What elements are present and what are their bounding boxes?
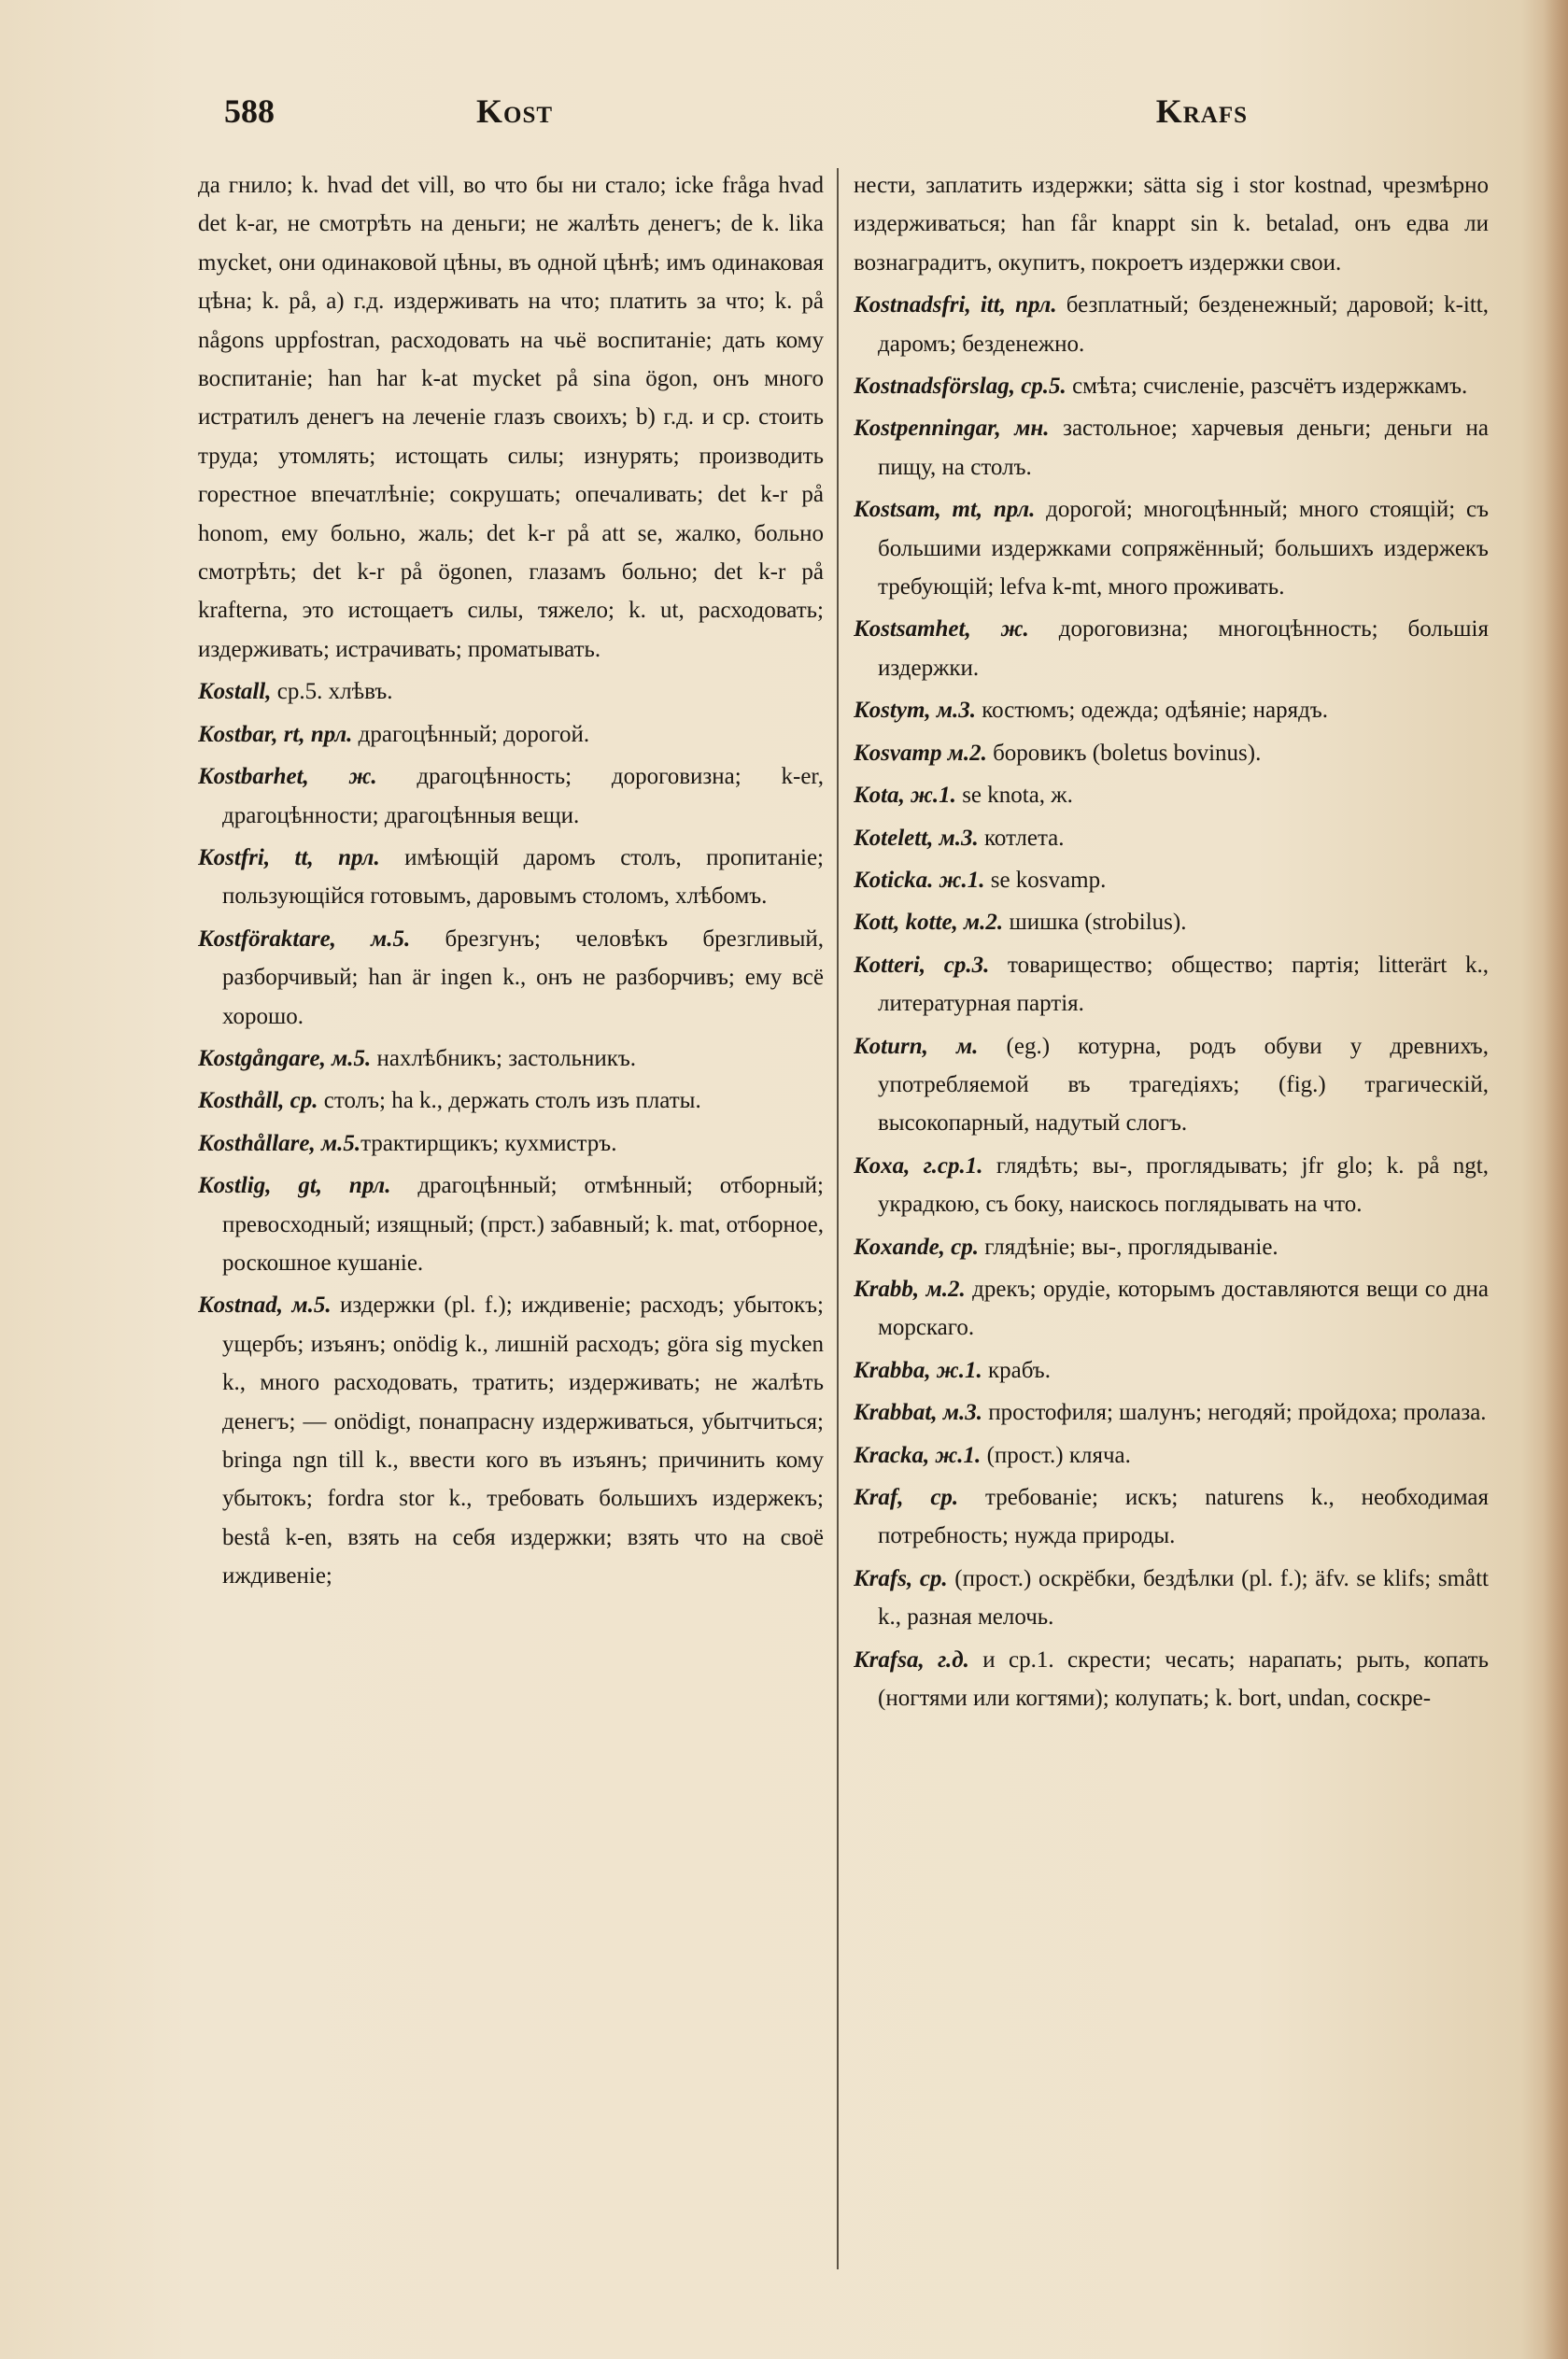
entry-definition: столъ; ha k., держать столъ изъ платы. [318,1088,701,1114]
entry-definition: застольное; харчевыя деньги; деньги на пищу, на столъ. [878,416,1489,480]
dictionary-entry [854,1147,1489,1224]
dictionary-entry [854,734,1489,772]
entry-definition: дрекъ; орудiе, которымъ доставляются вещи со дна морскаго. [878,1276,1489,1341]
left-running-head: Kost [476,92,554,130]
right-running-head: Krafs [1155,92,1248,130]
entry-definition: нахлѣбникъ; застольникъ. [371,1045,637,1071]
entry-headword: Krabbat, м.3. [854,1400,982,1426]
entry-definition: se kosvamp. [984,867,1107,893]
entry-headword: Kostnad, м.5. [198,1293,332,1319]
entry-definition: (прост.) оскрёбки, бездѣлки (pl. f.); äfv. se klifs; smått k., разная мелочь. [878,1565,1489,1631]
entry-definition: (eg.) котурна, родъ обуви у древнихъ, употребляемой въ трагедiяхъ; (fig.) трагическiй, высокопарный, надутый слогъ. [878,1033,1489,1137]
entry-headword: Kostbarhet, ж. [198,764,377,790]
entry-headword: Kott, kotte, м.2. [854,910,1004,936]
page-header [224,92,1248,148]
entry-headword: Krafsa, г.д. [854,1646,969,1673]
entry-headword: Kraf, ср. [854,1485,959,1510]
dictionary-entry [854,861,1489,899]
entry-definition: простофиля; шалунъ; негодяй; пройдоха; пролаза. [982,1400,1487,1426]
entry-headword: Kostsamhet, ж. [854,616,1029,643]
dictionary-entry [854,166,1489,282]
entry-headword: Kostlig, gt, прл. [198,1173,391,1199]
dictionary-entry [854,1641,1489,1718]
entry-headword: Kosthåll, ср. [198,1088,318,1114]
entry-headword: Kostbar, rt, прл. [198,721,353,747]
entry-definition: брезгунъ; человѣкъ брезгливый, разборчивый; han är ingen k., онъ не разборчивъ; ему всё хорошо. [222,925,824,1029]
dictionary-entry [854,946,1489,1024]
dictionary-entry [198,920,824,1036]
entry-definition: безплатный; безденежный; даровой; k-itt, даромъ; безденежно. [878,292,1489,357]
entry-definition: котлета. [978,825,1065,851]
dictionary-entry [854,1560,1489,1637]
entry-definition: ср.5. хлѣвъ. [271,679,393,705]
entry-definition: костюмъ; одежда; одѣянiе; нарядъ. [976,698,1329,724]
entry-definition: драгоцѣнный; дорогой. [352,721,590,747]
entry-definition: дорогой; многоцѣнный; много стоящiй; съ большими издержками сопряжённый; большихъ издержекъ требующiй; lefva k-mt, много проживать. [878,497,1489,600]
entry-definition: (прост.) кляча. [981,1442,1131,1468]
dictionary-entry [854,819,1489,857]
dictionary-entry [198,715,824,754]
dictionary-entry [854,409,1489,487]
entry-definition: имѣющiй даромъ столъ, пропитанiе; пользующiйся готовымъ, даровымъ столомъ, хлѣбомъ. [222,844,824,910]
entry-definition: боровикъ (boletus bovinus). [986,740,1262,766]
entry-headword: Kosvamp м.2. [854,740,987,766]
dictionary-entry [854,610,1489,687]
dictionary-entry [854,367,1489,405]
dictionary-entry [854,1393,1489,1432]
dictionary-entry [854,776,1489,814]
entry-headword: Koturn, м. [854,1033,979,1059]
dictionary-entry [198,757,824,835]
dictionary-entry [198,1039,824,1078]
entry-headword: Kostföraktare, м.5. [198,925,411,952]
entry-headword: Kostall, [198,679,272,705]
entry-definition: требованiе; искъ; naturens k., необходимая потребность; нужда природы. [878,1485,1489,1549]
entry-headword: Kostgångare, м.5. [198,1045,372,1071]
dictionary-entry [854,1436,1489,1475]
entry-headword: Kosthållare, м.5. [198,1130,361,1156]
dictionary-entry [854,691,1489,729]
entry-definition: шишка (strobilus). [1003,910,1187,936]
entry-headword: Kostym, м.3. [854,698,977,724]
entry-headword: Koticka. ж.1. [854,867,985,893]
left-column [198,166,824,2239]
entry-headword: Kostnadsfri, itt, прл. [854,292,1057,318]
dictionary-entry [854,1228,1489,1266]
dictionary-entry [854,1478,1489,1556]
dictionary-entry [854,1027,1489,1143]
entry-definition: se knota, ж. [955,783,1073,809]
entry-definition: драгоцѣнность; дороговизна; k-er, драгоцѣнности; драгоцѣнныя вещи. [222,764,824,828]
dictionary-entry [198,672,824,711]
entry-headword: Koxa, г.ср.1. [854,1152,983,1179]
entry-definition: смѣта; счисленiе, разсчётъ издержкамъ. [1066,374,1468,400]
entry-definition: дороговизна; многоцѣнность; большiя издержки. [878,616,1489,681]
entry-definition: крабъ. [982,1357,1051,1383]
entry-definition: глядѣнiе; вы-, проглядыванiе. [979,1234,1278,1260]
entry-definition: товарищество; общество; партiя; litterärt k., литературная партiя. [878,952,1489,1017]
entry-headword: Kotteri, ср.3. [854,952,990,978]
dictionary-entry [198,1286,824,1595]
page-number: 588 [224,92,275,130]
entry-headword: Kostpenningar, мн. [854,416,1050,442]
right-column [854,166,1489,2239]
dictionary-entry [854,903,1489,941]
dictionary-entry [854,1351,1489,1390]
entry-definition: да гнило; k. hvad det vill, во что бы ни стало; icke fråga hvad det k-ar, не смотрѣть на деньги; не жалѣть денегъ; de k. lika mycket, они одинаковой цѣны, въ одной цѣнѣ; имъ одинаковая цѣна; k. på, a) г.д. издерживать на что; платить за что; k. på någons uppfostran, расходовать на чьё воспитанiе; дать кому воспитанiе; han har k-at mycket på sina ögon, онъ много истратилъ денегъ на леченiе глазъ своихъ; b) г.д. и ср. стоить труда; утомлять; истощать силы; изнурять; производить горестное впечатлѣнiе; сокрушать; опечаливать; det k-r på honom, ему больно, жаль; det k-r på att se, жалко, больно смотрѣть; det k-r på ögonen, глазамъ больно; det k-r på krafterna, это истощаетъ силы, тяжело; k. ut, расходовать; издерживать; истрачивать; проматывать. [198,173,824,662]
entry-headword: Koxande, ср. [854,1234,980,1260]
entry-headword: Krabba, ж.1. [854,1357,982,1383]
dictionary-entry [198,1081,824,1120]
entry-definition: и ср.1. скрести; чесать; нарапать; рыть, копать (ногтями или когтями); колупать; k. bort, undan, соскре- [878,1646,1489,1712]
entry-definition: глядѣть; вы-, проглядывать; jfr glo; k. på ngt, украдкою, съ боку, наискось поглядывать на что. [878,1152,1489,1218]
entry-definition: издержки (pl. f.); иждивенiе; расходъ; убытокъ; ущербъ; изъянъ; onödig k., лишнiй расходъ; göra sig mycken k., много расходовать, тратить; издерживать; не жалѣть денегъ; — onödigt, понапрасну издерживаться, убытчиться; bringa ngn till k., ввести кого въ изъянъ; причинить кому убытокъ; fordra stor k., требовать большихъ издержекъ; bestå k-en, взять на себя издержки; взять что на своё иждивенiе; [222,1293,824,1589]
dictionary-entry [198,1166,824,1282]
dictionary-entry [198,166,824,669]
entry-headword: Krafs, ср. [854,1565,948,1591]
dictionary-entry [854,490,1489,606]
entry-headword: Kracka, ж.1. [854,1442,982,1468]
dictionary-entry [854,286,1489,363]
entry-definition: нести, заплатить издержки; sätta sig i stor kostnad, чрезмѣрно издерживаться; han får knappt sin k. betalad, онъ едва ли вознаградитъ, окупитъ, покроетъ издержки свои. [854,173,1489,275]
entry-headword: Kostnadsförslag, ср.5. [854,374,1067,400]
entry-headword: Kota, ж.1. [854,783,956,809]
entry-definition: драгоцѣнный; отмѣнный; отборный; превосходный; изящный; (прст.) забавный; k. mat, отборное, роскошное кушанiе. [222,1173,824,1276]
entry-headword: Krabb, м.2. [854,1276,966,1302]
entry-headword: Kostfri, tt, прл. [198,844,380,870]
dictionary-entry [198,839,824,916]
dictionary-entry [854,1270,1489,1348]
entry-headword: Kotelett, м.3. [854,825,979,851]
entry-headword: Kostsam, mt, прл. [854,497,1036,523]
dictionary-entry [198,1124,824,1163]
entry-definition: трактирщикъ; кухмистръ. [360,1130,617,1156]
column-divider [837,168,839,2269]
